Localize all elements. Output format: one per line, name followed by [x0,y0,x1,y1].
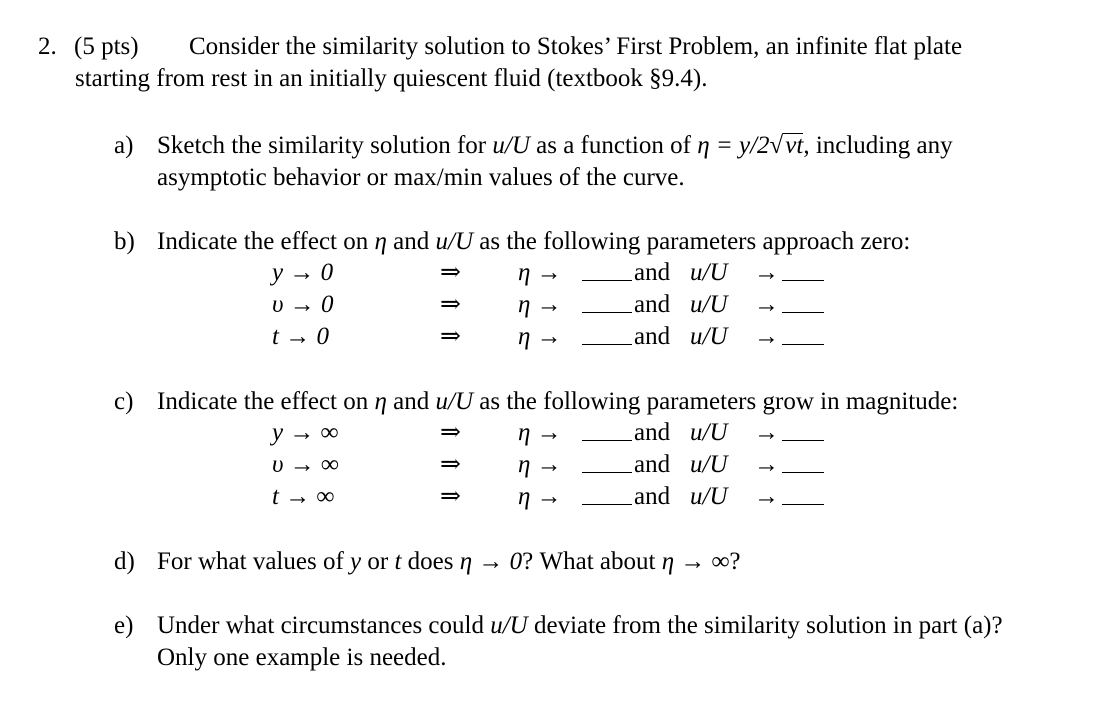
eta-arrow: η → [518,259,562,286]
part-a-mid: as a function of [536,132,691,159]
part-c-uu: u/U [435,388,473,415]
and-text: and [634,291,671,318]
velocity-answer-blank[interactable] [782,292,824,313]
implies-symbol: ⇒ [440,419,461,446]
limit-row [0,482,1116,512]
question-intro-line2: starting from rest in an initially quiescent fluid (textbook §9.4). [75,65,708,92]
part-a-post: , including any [803,132,953,159]
limit-parameter: y → ∞ [272,419,339,446]
velocity-ratio: u/U [690,451,728,478]
part-b-post: as the following parameters approach zero: [479,228,911,255]
part-d-does: does [407,548,454,575]
part-e-pre: Under what circumstances could [157,612,484,639]
eta-answer-blank[interactable] [582,292,632,313]
velocity-ratio: u/U [690,323,728,350]
velocity-answer-blank[interactable] [782,324,824,345]
part-b-label: b) [114,228,135,255]
part-e-label: e) [114,612,134,639]
part-c-prompt [157,387,1097,417]
velocity-arrow: → [754,419,779,446]
eta-arrow: η → [518,483,562,510]
part-d-eta0: η → 0 [459,548,523,575]
part-c-label: c) [114,388,134,415]
part-c-post: as the following parameters grow in magnitude: [479,388,959,415]
part-c-pre: Indicate the effect on [157,388,369,415]
and-text: and [634,451,671,478]
velocity-ratio: u/U [690,483,728,510]
limit-row [0,450,1116,480]
implies-symbol: ⇒ [440,451,461,478]
limit-row [0,418,1116,448]
velocity-arrow: → [754,451,779,478]
limit-row [0,290,1116,320]
part-b-pre: Indicate the effect on [157,228,369,255]
velocity-answer-blank[interactable] [782,420,824,441]
implies-symbol: ⇒ [440,483,461,510]
velocity-arrow: → [754,483,779,510]
limit-row [0,258,1116,288]
question-number: 2. [38,33,57,60]
part-b-uu: u/U [435,228,473,255]
part-d-or: or [367,548,389,575]
limit-parameter: υ → ∞ [272,451,339,478]
part-d-label: d) [114,548,135,575]
part-c-eta: η [374,388,387,415]
velocity-answer-blank[interactable] [782,452,824,473]
implies-symbol: ⇒ [440,323,461,350]
part-d-etainf: η → ∞ [661,548,730,575]
eta-arrow: η → [518,323,562,350]
velocity-arrow: → [754,259,779,286]
part-a-pre: Sketch the similarity solution for [157,132,487,159]
part-a-sqrt-content: νt [785,132,804,159]
velocity-ratio: u/U [690,419,728,446]
velocity-answer-blank[interactable] [782,484,824,505]
question-points: (5 pts) [74,33,139,60]
limit-parameter: y → 0 [272,259,334,286]
eta-arrow: η → [518,451,562,478]
implies-symbol: ⇒ [440,291,461,318]
part-a-line2: asymptotic behavior or max/min values of the curve. [157,164,685,191]
velocity-arrow: → [754,291,779,318]
velocity-arrow: → [754,323,779,350]
part-c-and: and [393,388,430,415]
part-b-eta: η [374,228,387,255]
eta-answer-blank[interactable] [582,420,632,441]
part-a-line1 [157,131,1097,161]
part-d-y: y [350,548,362,575]
and-text: and [634,323,671,350]
part-b-prompt [157,227,1097,257]
part-e-uu: u/U [490,612,528,639]
part-a-eta-eq: η = y/2 [697,132,770,159]
eta-answer-blank[interactable] [582,260,632,281]
and-text: and [634,483,671,510]
part-e-line1 [157,611,1097,641]
part-d-t: t [394,548,402,575]
part-e-line2: Only one example is needed. [157,644,447,671]
part-e-post: deviate from the similarity solution in part (a)? [533,612,1003,639]
eta-answer-blank[interactable] [582,484,632,505]
part-d-end: ? [729,548,741,575]
and-text: and [634,259,671,286]
velocity-ratio: u/U [690,291,728,318]
part-d-question [157,547,1097,577]
implies-symbol: ⇒ [440,259,461,286]
limit-parameter: t → ∞ [272,483,335,510]
eta-arrow: η → [518,419,562,446]
eta-arrow: η → [518,291,562,318]
limit-parameter: υ → 0 [272,291,334,318]
sqrt-symbol: √νt [769,132,804,159]
part-a-uu: u/U [492,132,530,159]
part-d-pre: For what values of [157,548,344,575]
part-a-label: a) [114,132,134,159]
eta-answer-blank[interactable] [582,324,632,345]
question-intro-line1: Consider the similarity solution to Stokes’ First Problem, an infinite flat plate [189,33,963,60]
limit-row [0,322,1116,352]
part-b-and: and [393,228,430,255]
limit-parameter: t → 0 [272,323,329,350]
part-d-q: ? What about [522,548,656,575]
and-text: and [634,419,671,446]
eta-answer-blank[interactable] [582,452,632,473]
velocity-answer-blank[interactable] [782,260,824,281]
velocity-ratio: u/U [690,259,728,286]
